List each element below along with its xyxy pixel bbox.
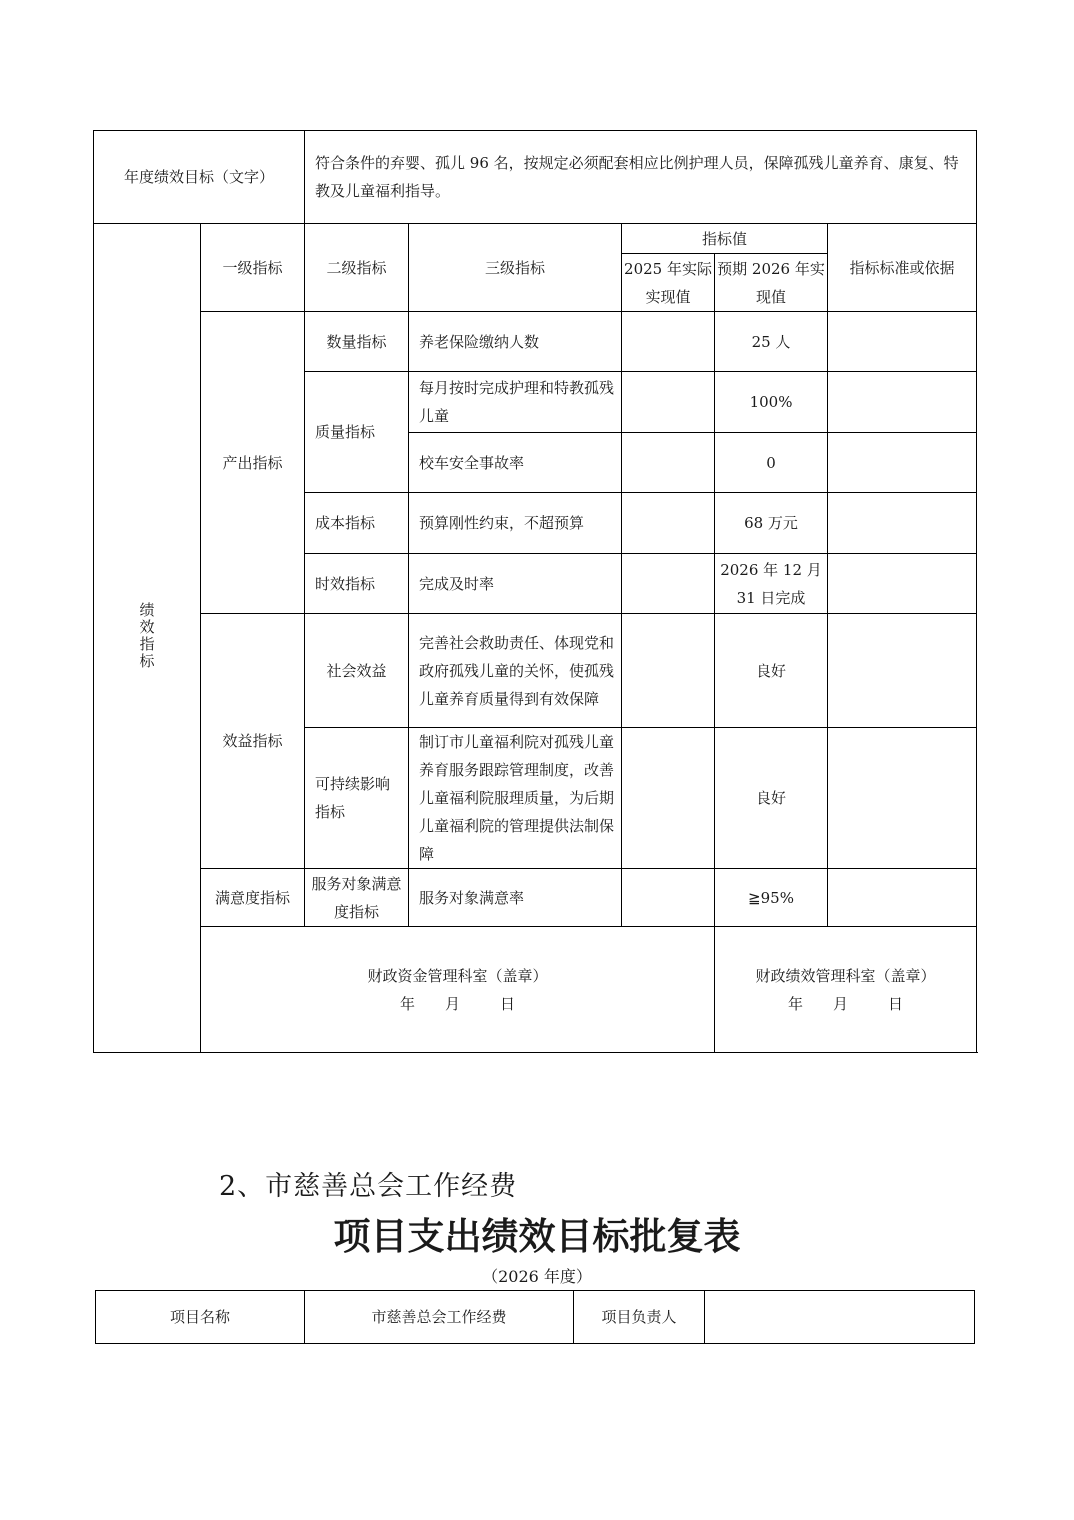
row-level3: 完成及时率: [409, 554, 622, 614]
row-level2: 社会效益: [305, 614, 409, 728]
sign-right-date: [715, 990, 976, 1018]
goal-label: 年度绩效目标（文字）: [94, 131, 305, 224]
row-actual: [622, 614, 715, 728]
row-actual: [622, 372, 715, 433]
sign-left-date: [201, 990, 714, 1018]
row-expected: 0: [715, 433, 828, 493]
sign-month: 月: [445, 994, 461, 1013]
row-expected: 25 人: [715, 312, 828, 372]
section-label-cell: [94, 224, 201, 1053]
section-heading: 2、市慈善总会工作经费: [219, 1171, 518, 1202]
row-expected: 良好: [715, 728, 828, 869]
section-label: 绩效指标: [139, 600, 155, 670]
row-actual: [622, 433, 715, 493]
project-table: [95, 1290, 975, 1344]
approval-title: 项目支出绩效目标批复表: [333, 1214, 741, 1258]
group-satisfaction: 满意度指标: [201, 869, 305, 927]
row-actual: [622, 493, 715, 554]
row-level2: 数量指标: [305, 312, 409, 372]
row-standard: [828, 493, 977, 554]
row-level2: 质量指标: [305, 372, 409, 493]
header-standard: 指标标准或依据: [828, 224, 977, 312]
sign-left-label: 财政资金管理科室（盖章）: [367, 966, 548, 985]
row-level3: 制订市儿童福利院对孤残儿童养育服务跟踪管理制度，改善儿童福利院服理质量，为后期儿童福利院的管理提供法制保障: [409, 728, 622, 869]
row-level3: 每月按时完成护理和特教孤残儿童: [409, 372, 622, 433]
sign-day: 日: [500, 994, 516, 1013]
approval-year: （2026 年度）: [482, 1267, 592, 1286]
row-standard: [828, 728, 977, 869]
group-benefit: 效益指标: [201, 614, 305, 869]
row-level2: 成本指标: [305, 493, 409, 554]
row-expected: ≧95%: [715, 869, 828, 927]
sign-fund-office: [201, 927, 715, 1053]
goal-text: 符合条件的弃婴、孤儿 96 名，按规定必须配套相应比例护理人员，保障孤残儿童养育、康复、特教及儿童福利指导。: [305, 131, 977, 224]
row-level3: 服务对象满意率: [409, 869, 622, 927]
project-name-label: 项目名称: [96, 1291, 305, 1344]
row-expected: 良好: [715, 614, 828, 728]
header-value: 指标值: [622, 224, 828, 254]
sign-year: 年: [788, 994, 804, 1013]
row-level3: 校车安全事故率: [409, 433, 622, 493]
header-level2: 二级指标: [305, 224, 409, 312]
row-expected: 68 万元: [715, 493, 828, 554]
project-owner-label: 项目负责人: [574, 1291, 705, 1344]
row-level3: 完善社会救助责任、体现党和政府孤残儿童的关怀，使孤残儿童养育质量得到有效保障: [409, 614, 622, 728]
header-level3: 三级指标: [409, 224, 622, 312]
sign-year: 年: [399, 994, 415, 1013]
row-level2: 时效指标: [305, 554, 409, 614]
sign-performance-office: [715, 927, 977, 1053]
row-level3: 预算刚性约束，不超预算: [409, 493, 622, 554]
row-standard: [828, 372, 977, 433]
header-level1: 一级指标: [201, 224, 305, 312]
row-level2: 可持续影响指标: [305, 728, 409, 869]
row-actual: [622, 869, 715, 927]
sign-month: 月: [833, 994, 849, 1013]
row-standard: [828, 554, 977, 614]
group-output: 产出指标: [201, 312, 305, 614]
row-standard: [828, 614, 977, 728]
row-level3: 养老保险缴纳人数: [409, 312, 622, 372]
row-level2: 服务对象满意度指标: [305, 869, 409, 927]
row-expected: 100%: [715, 372, 828, 433]
row-standard: [828, 312, 977, 372]
row-standard: [828, 433, 977, 493]
sign-day: 日: [888, 994, 904, 1013]
header-actual-2025: 2025 年实际实现值: [622, 254, 715, 312]
project-owner-value: [705, 1291, 975, 1344]
performance-table: [93, 130, 977, 1053]
row-actual: [622, 554, 715, 614]
header-expected-2026: 预期 2026 年实现值: [715, 254, 828, 312]
sign-right-label: 财政绩效管理科室（盖章）: [755, 966, 936, 985]
row-actual: [622, 728, 715, 869]
row-actual: [622, 312, 715, 372]
project-name-value: 市慈善总会工作经费: [305, 1291, 574, 1344]
row-standard: [828, 869, 977, 927]
row-expected: 2026 年 12 月 31 日完成: [715, 554, 828, 614]
